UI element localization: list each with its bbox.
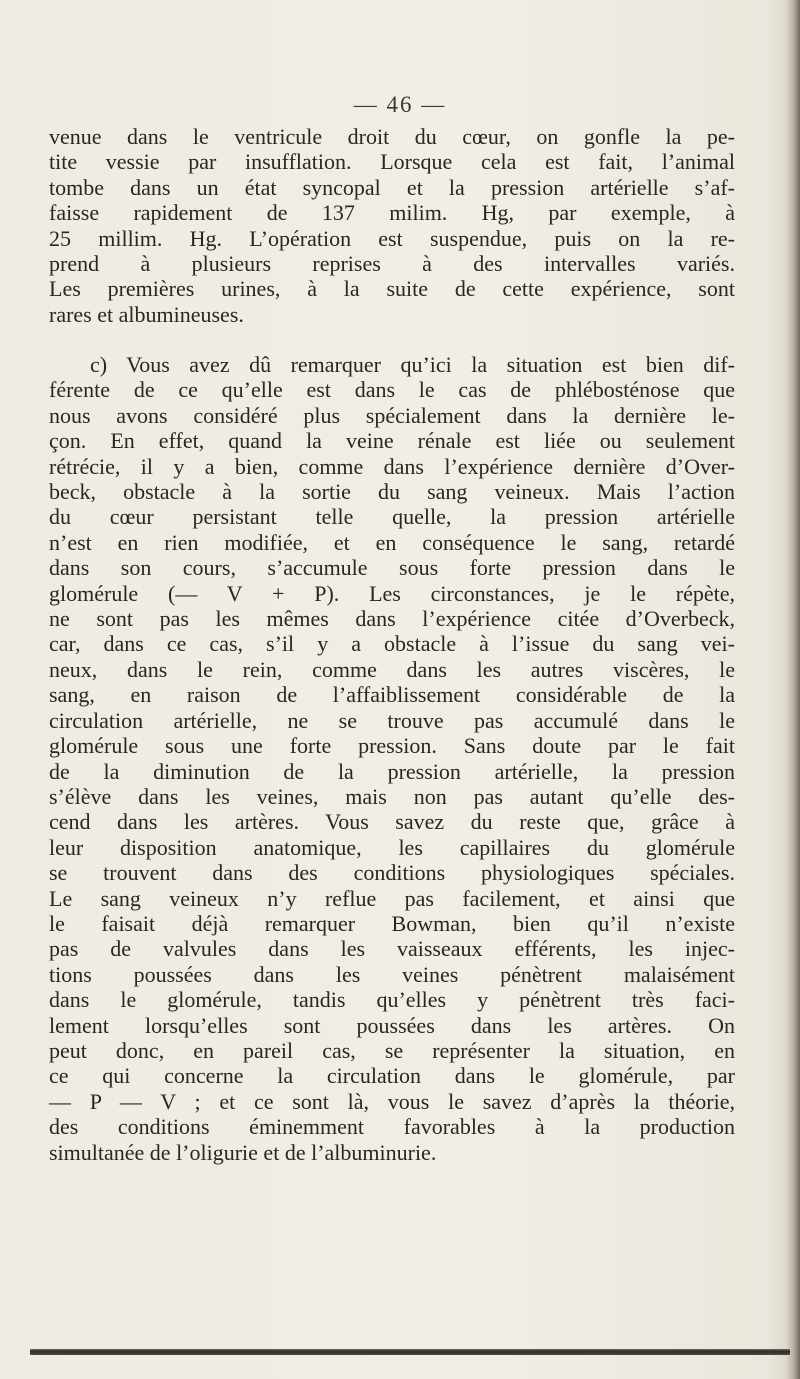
text-line: du cœur persistant telle quelle, la pression artérielle: [49, 504, 735, 530]
text-line: pas de valvules dans les vaisseaux efférents, les injec-: [49, 936, 735, 962]
text-line: tite vessie par insufflation. Lorsque cela est fait, l’animal: [49, 149, 735, 175]
text-line: cend dans les artères. Vous savez du reste que, grâce à: [49, 809, 735, 835]
paragraph-2: [49, 352, 735, 1165]
text-line: de la diminution de la pression artérielle, la pression: [49, 758, 735, 784]
text-line: n’est en rien modifiée, et en conséquence le sang, retardé: [49, 529, 735, 555]
text-line: rétrécie, il y a bien, comme dans l’expérience dernière d’Over-: [49, 453, 735, 479]
text-line: le faisait déjà remarquer Bowman, bien qu’il n’existe: [49, 910, 735, 936]
page-number: — 46 —: [353, 92, 447, 117]
text-line: des conditions éminemment favorables à la production: [49, 1114, 735, 1140]
text-line: dans son cours, s’accumule sous forte pression dans le: [49, 555, 735, 581]
paragraph-1: [49, 124, 735, 327]
text-line: ce qui concerne la circulation dans le glomérule, par: [49, 1063, 735, 1089]
text-line: circulation artérielle, ne se trouve pas accumulé dans le: [49, 707, 735, 733]
text-line: prend à plusieurs reprises à des intervalles variés.: [49, 251, 735, 277]
text-line: car, dans ce cas, s’il y a obstacle à l’issue du sang vei-: [49, 631, 735, 657]
text-line: faisse rapidement de 137 milim. Hg, par exemple, à: [49, 200, 735, 226]
text-line: beck, obstacle à la sortie du sang veineux. Mais l’action: [49, 479, 735, 505]
text-line: rares et albumineuses.: [49, 301, 244, 327]
text-line: c) Vous avez dû remarquer qu’ici la situation est bien dif-: [90, 352, 735, 377]
text-line: nous avons considéré plus spécialement dans la dernière le-: [49, 402, 735, 428]
text-line: venue dans le ventricule droit du cœur, on gonfle la pe-: [49, 124, 735, 149]
text-line: peut donc, en pareil cas, se représenter la situation, en: [49, 1037, 735, 1063]
text-line: çon. En effet, quand la veine rénale est liée ou seulement: [49, 428, 735, 454]
text-line: férente de ce qu’elle est dans le cas de phlébosténose que: [49, 377, 735, 403]
text-line: glomérule (— V + P). Les circonstances, je le répète,: [49, 580, 735, 606]
text-line: tions poussées dans les veines pénètrent malaisément: [49, 961, 735, 987]
text-line: leur disposition anatomique, les capillaires du glomérule: [49, 834, 735, 860]
text-line: dans le glomérule, tandis qu’elles y pénètrent très faci-: [49, 987, 735, 1013]
text-line: se trouvent dans des conditions physiologiques spéciales.: [49, 860, 735, 886]
text-line: lement lorsqu’elles sont poussées dans les artères. On: [49, 1012, 735, 1038]
text-line: glomérule sous une forte pression. Sans doute par le fait: [49, 733, 735, 759]
text-line: simultanée de l’oligurie et de l’albuminurie.: [49, 1139, 437, 1165]
page-edge-shadow: [786, 0, 800, 1379]
text-line: Le sang veineux n’y reflue pas facilement, et ainsi que: [49, 885, 735, 911]
text-line: sang, en raison de l’affaiblissement considérable de la: [49, 682, 735, 708]
bottom-page-edge: [30, 1349, 790, 1355]
text-line: — P — V ; et ce sont là, vous le savez d’après la théorie,: [49, 1088, 735, 1114]
text-line: s’élève dans les veines, mais non pas autant qu’elle des-: [49, 783, 735, 809]
text-line: Les premières urines, à la suite de cette expérience, sont: [49, 276, 735, 302]
text-line: 25 millim. Hg. L’opération est suspendue, puis on la re-: [49, 225, 735, 251]
text-line: ne sont pas les mêmes dans l’expérience citée d’Overbeck,: [49, 606, 735, 632]
text-line: tombe dans un état syncopal et la pression artérielle s’af-: [49, 174, 735, 200]
text-line: neux, dans le rein, comme dans les autres viscères, le: [49, 656, 735, 682]
